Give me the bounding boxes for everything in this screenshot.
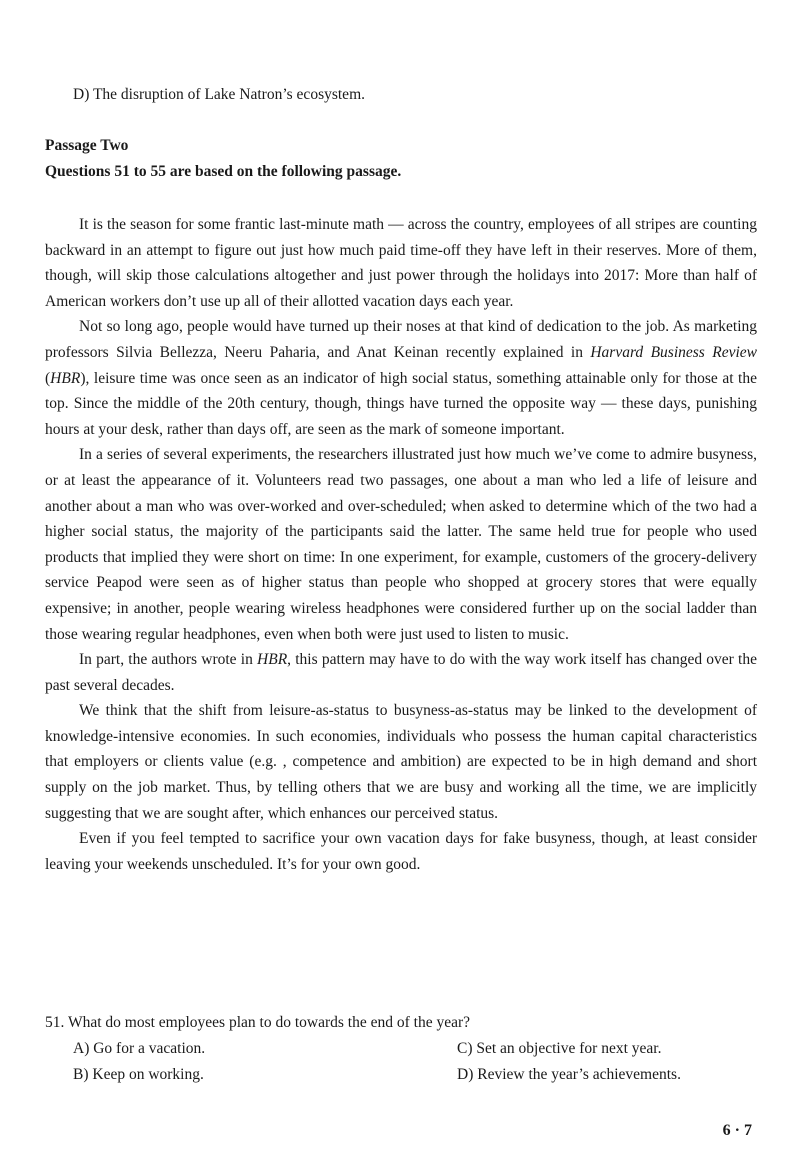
option-b: B) Keep on working. bbox=[73, 1065, 204, 1083]
question-51 bbox=[45, 1010, 757, 1088]
option-a: A) Go for a vacation. bbox=[73, 1039, 206, 1057]
journal-title: Harvard Business Review bbox=[590, 343, 757, 361]
question-51-stem: 51. What do most employees plan to do towards the end of the year? bbox=[45, 1014, 470, 1031]
paragraph-4-text-a: In part, the authors wrote in bbox=[79, 651, 258, 669]
paragraph-1: It is the season for some frantic last-minute math — across the country, employees of all stripes are counting backward in an attempt to figure out just how much paid time-off they have left in their reserves. More of them, though, will skip those calculations altogether and just power through the holidays into 2017: More than half of American workers don’t use up all of their allotted vacation days each year. bbox=[45, 216, 757, 310]
paragraph-2-text-b: ), leisure time was once seen as an indicator of high social status, something attainable only for those at the top. Since the middle of the 20th century, though, things have turned the opposite way — these days, punishing hours at your desk, rather than days off, are seen as the mark of someone important. bbox=[45, 369, 757, 438]
paragraph-5: We think that the shift from leisure-as-status to busyness-as-status may be linked to the development of knowledge-intensive economies. In such economies, individuals who possess the human capital characteristics that employers or clients value (e.g. , competence and ambition) are expected to be in high demand and short supply on the job market. Thus, by telling others that we are busy and working all the time, we are implicitly suggesting that we are sought after, which enhances our perceived status. bbox=[45, 702, 757, 822]
paragraph-3: In a series of several experiments, the researchers illustrated just how much we’ve come to admire busyness, or at least the appearance of it. Volunteers read two passages, one about a man who led a life of leisure and another about a man who was over-worked and over-scheduled; when asked to determine which of the two had a higher social status, the majority of the participants said the latter. The same held true for people who used products that implied they were short on time: In one experiment, for example, customers of the grocery-delivery service Peapod were seen as of higher status than people who shopped at grocery stores that were equally expensive; in another, people wearing wireless headphones were considered further up on the social ladder than those wearing regular headphones, even when both were just used to listen to music. bbox=[45, 446, 757, 643]
paragraph-2-text-a: Not so long ago, people would have turned up their noses at that kind of dedication to the job. As marketing professors Silvia Bellezza, Neeru Paharia, and Anat Keinan recently explained in bbox=[45, 318, 757, 361]
paragraph-4-text-b: , this pattern may have to do with the way work itself has changed over the past several decades. bbox=[45, 651, 757, 694]
paragraph-6: Even if you feel tempted to sacrifice your own vacation days for fake busyness, though, at least consider leaving your weekends unscheduled. It’s for your own good. bbox=[45, 830, 757, 873]
passage-title: Passage Two bbox=[45, 137, 129, 154]
option-d: D) Review the year’s achievements. bbox=[457, 1065, 681, 1083]
journal-abbrev-2: HBR bbox=[257, 651, 288, 669]
question-51-options bbox=[45, 1036, 757, 1088]
paragraph-4 bbox=[45, 647, 757, 698]
paragraph-2 bbox=[45, 314, 757, 442]
previous-question-option-d: D) The disruption of Lake Natron’s ecosystem. bbox=[73, 86, 365, 103]
paren-open: ( bbox=[45, 369, 51, 387]
passage-body bbox=[45, 212, 757, 877]
passage-instruction: Questions 51 to 55 are based on the following passage. bbox=[45, 163, 402, 180]
option-c: C) Set an objective for next year. bbox=[457, 1039, 662, 1057]
page-number: 6 · 7 bbox=[722, 1122, 752, 1139]
journal-abbrev: HBR bbox=[50, 369, 81, 387]
